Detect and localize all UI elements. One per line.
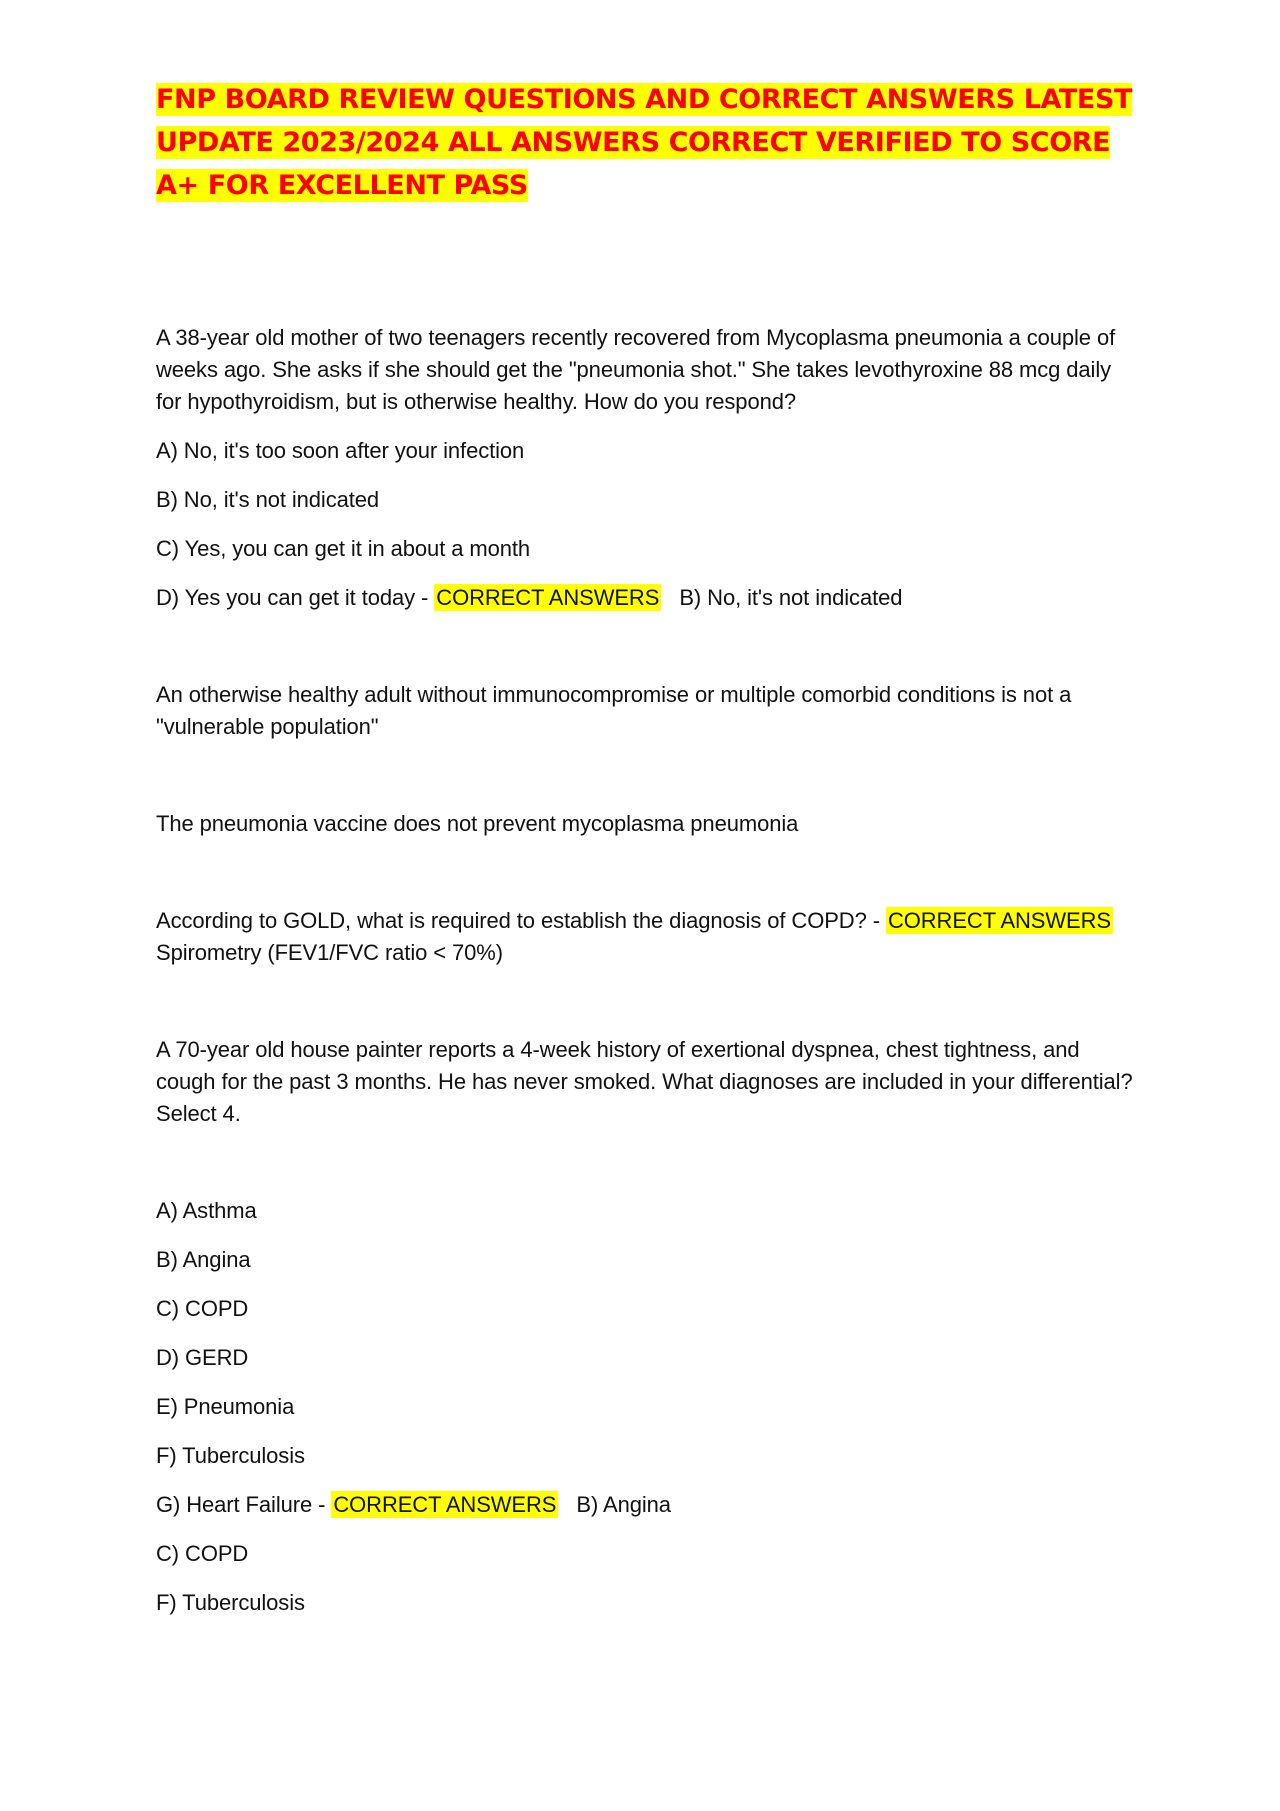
question-3-option-f: F) Tuberculosis [156, 1443, 305, 1468]
question-1-rationale-1: An otherwise healthy adult without immunocompromise or multiple comorbid conditions is not a "vulnerable population" [156, 682, 1072, 739]
question-3-option-b: B) Angina [156, 1247, 251, 1272]
correct-answers-badge: CORRECT ANSWERS [887, 908, 1111, 933]
question-1-stem: A 38-year old mother of two teenagers recently recovered from Mycoplasma pneumonia a couple of weeks ago. She asks if she should get the "pneumonia shot." She takes levothyroxine 88 mcg daily for hypothyroidism, but is otherwise healthy. How do you respond? [156, 325, 1116, 414]
question-3-answer-3: F) Tuberculosis [156, 1590, 305, 1615]
question-3-option-c: C) COPD [156, 1296, 249, 1321]
question-3-option-d: D) GERD [156, 1345, 249, 1370]
question-3-option-g-line [156, 1489, 1136, 1521]
question-1-rationale-2: The pneumonia vaccine does not prevent mycoplasma pneumonia [156, 811, 799, 836]
document-page [156, 78, 1136, 1619]
question-3-option-e: E) Pneumonia [156, 1394, 295, 1419]
question-2-stem: According to GOLD, what is required to establish the diagnosis of COPD? - [156, 908, 886, 933]
document-title [156, 78, 1136, 207]
correct-answers-badge: CORRECT ANSWERS [436, 585, 660, 610]
question-3-option-g: G) Heart Failure - [156, 1492, 332, 1517]
question-1-option-b: B) No, it's not indicated [156, 487, 380, 512]
question-3-option-a: A) Asthma [156, 1198, 257, 1223]
correct-answers-badge: CORRECT ANSWERS [333, 1492, 557, 1517]
question-3-stem: A 70-year old house painter reports a 4-week history of exertional dyspnea, chest tightness, and cough for the past 3 months. He has never smoked. What diagnoses are included in your differential? Select 4. [156, 1037, 1133, 1126]
question-1-option-a: A) No, it's too soon after your infection [156, 438, 525, 463]
document-title-text: FNP BOARD REVIEW QUESTIONS AND CORRECT ANSWERS LATEST UPDATE 2023/2024 ALL ANSWERS CORRECT VERIFIED TO SCORE A+ FOR EXCELLENT PASS [156, 84, 1133, 201]
question-1-answer: B) No, it's not indicated [679, 585, 903, 610]
question-3-answer-2: C) COPD [156, 1541, 249, 1566]
question-1-option-d: D) Yes you can get it today - [156, 585, 435, 610]
question-2-line [156, 905, 1136, 969]
question-1-option-c: C) Yes, you can get it in about a month [156, 536, 531, 561]
question-2-answer: Spirometry (FEV1/FVC ratio < 70%) [156, 940, 503, 965]
question-3-answer-1: B) Angina [576, 1492, 671, 1517]
question-1-option-d-line [156, 582, 1136, 614]
